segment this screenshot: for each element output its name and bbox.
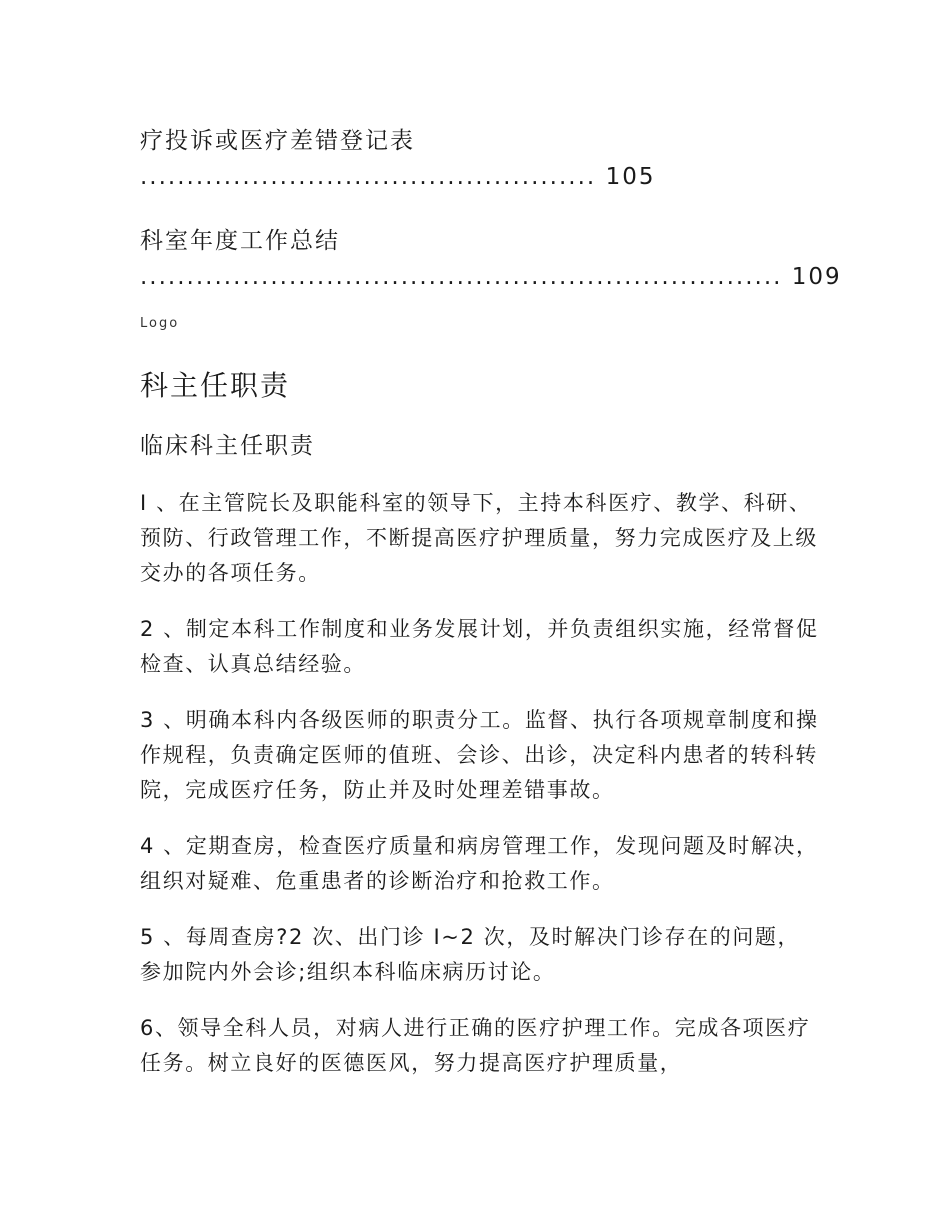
logo: Logo	[140, 316, 180, 331]
paragraph: I 、在主管院长及职能科室的领导下，主持本科医疗、教学、科研、预防、行政管理工作，不断提高医疗护理质量，努力完成医疗及上级交办的各项任务。	[140, 491, 818, 585]
toc-entry-leader	[140, 164, 655, 190]
paragraph: 4 、定期查房，检查医疗质量和病房管理工作，发现问题及时解决，组织对疑难、危重患者的诊断治疗和抢救工作。	[140, 834, 819, 893]
subsection-heading: 临床科主任职责	[140, 433, 315, 459]
section-heading: 科主任职责	[140, 369, 291, 402]
body-text	[140, 486, 820, 1102]
paragraph: 2 、制定本科工作制度和业务发展计划，并负责组织实施，经常督促检查、认真总结经验。	[140, 617, 819, 676]
toc-page-number: 109	[791, 264, 842, 290]
paragraph: 5 、每周查房?2 次、出门诊 I~2 次，及时解决门诊存在的问题，参加院内外会诊;组织本科临床病历讨论。	[140, 925, 801, 984]
toc-page-number: 105	[605, 164, 656, 190]
paragraph: 6、领导全科人员，对病人进行正确的医疗护理工作。完成各项医疗任务。树立良好的医德医风，努力提高医疗护理质量，	[140, 1016, 811, 1075]
toc-leader-dots: .................................................	[140, 164, 597, 190]
toc-leader-dots: .....................................................................	[140, 264, 783, 290]
document-page	[140, 0, 842, 1230]
paragraph: 3 、明确本科内各级医师的职责分工。监督、执行各项规章制度和操作规程，负责确定医师的值班、会诊、出诊，决定科内患者的转科转院，完成医疗任务，防止并及时处理差错事故。	[140, 708, 819, 802]
toc-entry-title: 科室年度工作总结	[140, 228, 340, 254]
toc-entry-title: 疗投诉或医疗差错登记表	[140, 128, 415, 154]
toc-entry-leader	[140, 264, 842, 290]
